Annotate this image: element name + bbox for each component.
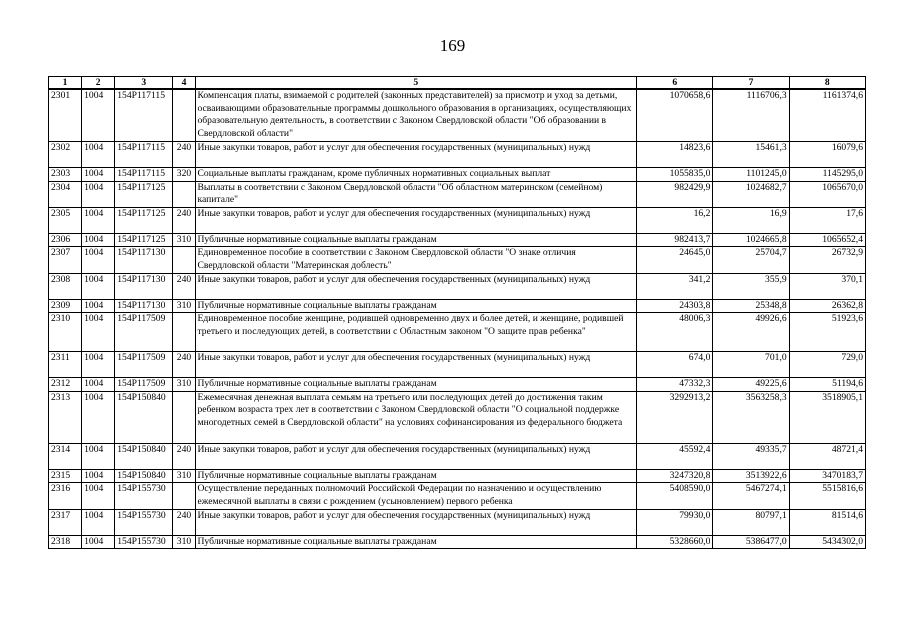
header-cell: 3 <box>115 77 173 90</box>
expense-type-cell <box>173 247 195 273</box>
section-code-cell: 1004 <box>82 535 115 549</box>
target-article-cell: 154P117509 <box>115 378 173 392</box>
amount-year3-cell: 1065670,0 <box>789 181 865 207</box>
header-cell: 2 <box>82 77 115 90</box>
table-row <box>49 391 866 443</box>
amount-year3-cell: 5515816,6 <box>789 483 865 509</box>
section-code-cell: 1004 <box>82 483 115 509</box>
amount-year3-cell: 729,0 <box>789 352 865 378</box>
section-code-cell: 1004 <box>82 469 115 483</box>
expense-type-cell: 310 <box>173 469 195 483</box>
expense-type-cell: 240 <box>173 509 195 535</box>
expense-type-cell: 310 <box>173 299 195 313</box>
section-code-cell: 1004 <box>82 509 115 535</box>
amount-year1-cell: 45592,4 <box>637 443 713 469</box>
item-name-cell: Социальные выплаты гражданам, кроме публичных нормативных социальных выплат <box>195 168 637 182</box>
header-cell: 1 <box>49 77 82 90</box>
section-code-cell: 1004 <box>82 168 115 182</box>
row-number-cell: 2303 <box>49 168 82 182</box>
amount-year2-cell: 3563258,3 <box>713 391 789 443</box>
section-code-cell: 1004 <box>82 181 115 207</box>
amount-year1-cell: 24645,0 <box>637 247 713 273</box>
amount-year2-cell: 1024665,8 <box>713 233 789 247</box>
amount-year1-cell: 5328660,0 <box>637 535 713 549</box>
section-code-cell: 1004 <box>82 313 115 352</box>
section-code-cell: 1004 <box>82 352 115 378</box>
amount-year3-cell: 51194,6 <box>789 378 865 392</box>
amount-year3-cell: 3518905,1 <box>789 391 865 443</box>
amount-year1-cell: 982429,9 <box>637 181 713 207</box>
amount-year2-cell: 5386477,0 <box>713 535 789 549</box>
target-article-cell: 154P117130 <box>115 299 173 313</box>
amount-year1-cell: 16,2 <box>637 207 713 233</box>
row-number-cell: 2306 <box>49 233 82 247</box>
target-article-cell: 154P117125 <box>115 233 173 247</box>
amount-year1-cell: 48006,3 <box>637 313 713 352</box>
amount-year2-cell: 49926,6 <box>713 313 789 352</box>
item-name-cell: Иные закупки товаров, работ и услуг для обеспечения государственных (муниципальных) нужд <box>195 352 637 378</box>
section-code-cell: 1004 <box>82 233 115 247</box>
target-article-cell: 154P150840 <box>115 469 173 483</box>
amount-year3-cell: 26732,9 <box>789 247 865 273</box>
item-name-cell: Единовременное пособие женщине, родившей одновременно двух и более детей, и женщине, родившей третьего и последующих детей, в соответствии с Областным законом "О защите прав ребенка" <box>195 313 637 352</box>
amount-year3-cell: 1065652,4 <box>789 233 865 247</box>
amount-year1-cell: 982413,7 <box>637 233 713 247</box>
expense-type-cell: 320 <box>173 168 195 182</box>
table-row <box>49 247 866 273</box>
item-name-cell: Публичные нормативные социальные выплаты гражданам <box>195 233 637 247</box>
amount-year2-cell: 49335,7 <box>713 443 789 469</box>
table-row <box>49 207 866 233</box>
row-number-cell: 2305 <box>49 207 82 233</box>
item-name-cell: Единовременное пособие в соответствии с Законом Свердловской области "О знаке отличия Свердловской области "Материнская доблесть" <box>195 247 637 273</box>
target-article-cell: 154P155730 <box>115 535 173 549</box>
expense-type-cell <box>173 483 195 509</box>
row-number-cell: 2307 <box>49 247 82 273</box>
target-article-cell: 154P155730 <box>115 509 173 535</box>
amount-year2-cell: 3513922,6 <box>713 469 789 483</box>
table-row <box>49 181 866 207</box>
amount-year1-cell: 5408590,0 <box>637 483 713 509</box>
amount-year3-cell: 17,6 <box>789 207 865 233</box>
table-row <box>49 273 866 299</box>
expense-type-cell: 240 <box>173 207 195 233</box>
table-row <box>49 168 866 182</box>
row-number-cell: 2312 <box>49 378 82 392</box>
row-number-cell: 2317 <box>49 509 82 535</box>
amount-year3-cell: 48721,4 <box>789 443 865 469</box>
amount-year3-cell: 5434302,0 <box>789 535 865 549</box>
item-name-cell: Иные закупки товаров, работ и услуг для обеспечения государственных (муниципальных) нужд <box>195 273 637 299</box>
section-code-cell: 1004 <box>82 89 115 142</box>
item-name-cell: Осуществление переданных полномочий Российской Федерации по назначению и осуществлению ежемесячной выплаты в связи с рождением (усыновлением) первого ребенка <box>195 483 637 509</box>
expense-type-cell <box>173 313 195 352</box>
section-code-cell: 1004 <box>82 142 115 168</box>
target-article-cell: 154P150840 <box>115 443 173 469</box>
amount-year2-cell: 5467274,1 <box>713 483 789 509</box>
target-article-cell: 154P117509 <box>115 313 173 352</box>
item-name-cell: Выплаты в соответствии с Законом Свердловской области "Об областном материнском (семейном) капитале" <box>195 181 637 207</box>
table-row <box>49 233 866 247</box>
amount-year2-cell: 25348,8 <box>713 299 789 313</box>
page-number: 169 <box>439 36 466 55</box>
amount-year1-cell: 3247320,8 <box>637 469 713 483</box>
row-number-cell: 2308 <box>49 273 82 299</box>
section-code-cell: 1004 <box>82 299 115 313</box>
table-body <box>49 89 866 549</box>
item-name-cell: Иные закупки товаров, работ и услуг для обеспечения государственных (муниципальных) нужд <box>195 142 637 168</box>
row-number-cell: 2313 <box>49 391 82 443</box>
amount-year2-cell: 701,0 <box>713 352 789 378</box>
row-number-cell: 2301 <box>49 89 82 142</box>
row-number-cell: 2318 <box>49 535 82 549</box>
row-number-cell: 2309 <box>49 299 82 313</box>
target-article-cell: 154P155730 <box>115 483 173 509</box>
amount-year2-cell: 1024682,7 <box>713 181 789 207</box>
target-article-cell: 154P117115 <box>115 168 173 182</box>
target-article-cell: 154P117509 <box>115 352 173 378</box>
row-number-cell: 2316 <box>49 483 82 509</box>
expense-type-cell: 240 <box>173 273 195 299</box>
expense-type-cell <box>173 89 195 142</box>
section-code-cell: 1004 <box>82 378 115 392</box>
amount-year1-cell: 3292913,2 <box>637 391 713 443</box>
table-row <box>49 352 866 378</box>
expense-type-cell: 240 <box>173 352 195 378</box>
expense-type-cell: 240 <box>173 142 195 168</box>
item-name-cell: Иные закупки товаров, работ и услуг для обеспечения государственных (муниципальных) нужд <box>195 509 637 535</box>
amount-year3-cell: 81514,6 <box>789 509 865 535</box>
amount-year3-cell: 1161374,6 <box>789 89 865 142</box>
target-article-cell: 154P150840 <box>115 391 173 443</box>
amount-year3-cell: 26362,8 <box>789 299 865 313</box>
section-code-cell: 1004 <box>82 443 115 469</box>
expense-type-cell: 310 <box>173 378 195 392</box>
item-name-cell: Публичные нормативные социальные выплаты гражданам <box>195 535 637 549</box>
section-code-cell: 1004 <box>82 391 115 443</box>
amount-year2-cell: 16,9 <box>713 207 789 233</box>
budget-table <box>48 76 866 549</box>
expense-type-cell: 310 <box>173 233 195 247</box>
amount-year1-cell: 341,2 <box>637 273 713 299</box>
amount-year2-cell: 355,9 <box>713 273 789 299</box>
table-row <box>49 469 866 483</box>
item-name-cell: Компенсация платы, взимаемой с родителей (законных представителей) за присмотр и уход за детьми, осваивающими образовательные программы дошкольного образования в организациях, осуществляющих образовательную деятельность, в соответствии с Законом Свердловской области "Об образовании в Свердловской области" <box>195 89 637 142</box>
row-number-cell: 2315 <box>49 469 82 483</box>
item-name-cell: Публичные нормативные социальные выплаты гражданам <box>195 299 637 313</box>
section-code-cell: 1004 <box>82 273 115 299</box>
section-code-cell: 1004 <box>82 207 115 233</box>
amount-year2-cell: 80797,1 <box>713 509 789 535</box>
amount-year1-cell: 14823,6 <box>637 142 713 168</box>
amount-year1-cell: 24303,8 <box>637 299 713 313</box>
row-number-cell: 2310 <box>49 313 82 352</box>
amount-year2-cell: 15461,3 <box>713 142 789 168</box>
header-cell: 5 <box>195 77 637 90</box>
item-name-cell: Публичные нормативные социальные выплаты гражданам <box>195 469 637 483</box>
header-cell: 6 <box>637 77 713 90</box>
expense-type-cell: 240 <box>173 443 195 469</box>
target-article-cell: 154P117125 <box>115 181 173 207</box>
amount-year2-cell: 1116706,3 <box>713 89 789 142</box>
amount-year1-cell: 47332,3 <box>637 378 713 392</box>
row-number-cell: 2302 <box>49 142 82 168</box>
expense-type-cell: 310 <box>173 535 195 549</box>
target-article-cell: 154P117130 <box>115 273 173 299</box>
header-cell: 8 <box>789 77 865 90</box>
item-name-cell: Иные закупки товаров, работ и услуг для обеспечения государственных (муниципальных) нужд <box>195 207 637 233</box>
target-article-cell: 154P117115 <box>115 89 173 142</box>
table-row <box>49 443 866 469</box>
amount-year2-cell: 25704,7 <box>713 247 789 273</box>
amount-year2-cell: 49225,6 <box>713 378 789 392</box>
target-article-cell: 154P117125 <box>115 207 173 233</box>
table-row <box>49 378 866 392</box>
amount-year3-cell: 51923,6 <box>789 313 865 352</box>
item-name-cell: Публичные нормативные социальные выплаты гражданам <box>195 378 637 392</box>
row-number-cell: 2314 <box>49 443 82 469</box>
item-name-cell: Ежемесячная денежная выплата семьям на третьего или последующих детей до достижения таким ребенком возраста трех лет в соответствии с Законом Свердловской области "О социальной поддержке многодетных семей в Свердловской области" на условиях софинансирования из федерального бюджета <box>195 391 637 443</box>
table-row <box>49 142 866 168</box>
table-header-row <box>49 77 866 90</box>
row-number-cell: 2304 <box>49 181 82 207</box>
amount-year3-cell: 3470183,7 <box>789 469 865 483</box>
expense-type-cell <box>173 391 195 443</box>
amount-year1-cell: 79930,0 <box>637 509 713 535</box>
amount-year1-cell: 674,0 <box>637 352 713 378</box>
amount-year1-cell: 1055835,0 <box>637 168 713 182</box>
amount-year3-cell: 16079,6 <box>789 142 865 168</box>
target-article-cell: 154P117130 <box>115 247 173 273</box>
table-row <box>49 509 866 535</box>
amount-year1-cell: 1070658,6 <box>637 89 713 142</box>
row-number-cell: 2311 <box>49 352 82 378</box>
table-row <box>49 535 866 549</box>
amount-year2-cell: 1101245,0 <box>713 168 789 182</box>
table-row <box>49 313 866 352</box>
section-code-cell: 1004 <box>82 247 115 273</box>
table-row <box>49 89 866 142</box>
amount-year3-cell: 1145295,0 <box>789 168 865 182</box>
item-name-cell: Иные закупки товаров, работ и услуг для обеспечения государственных (муниципальных) нужд <box>195 443 637 469</box>
header-cell: 4 <box>173 77 195 90</box>
target-article-cell: 154P117115 <box>115 142 173 168</box>
table-row <box>49 483 866 509</box>
header-cell: 7 <box>713 77 789 90</box>
amount-year3-cell: 370,1 <box>789 273 865 299</box>
table-row <box>49 299 866 313</box>
expense-type-cell <box>173 181 195 207</box>
